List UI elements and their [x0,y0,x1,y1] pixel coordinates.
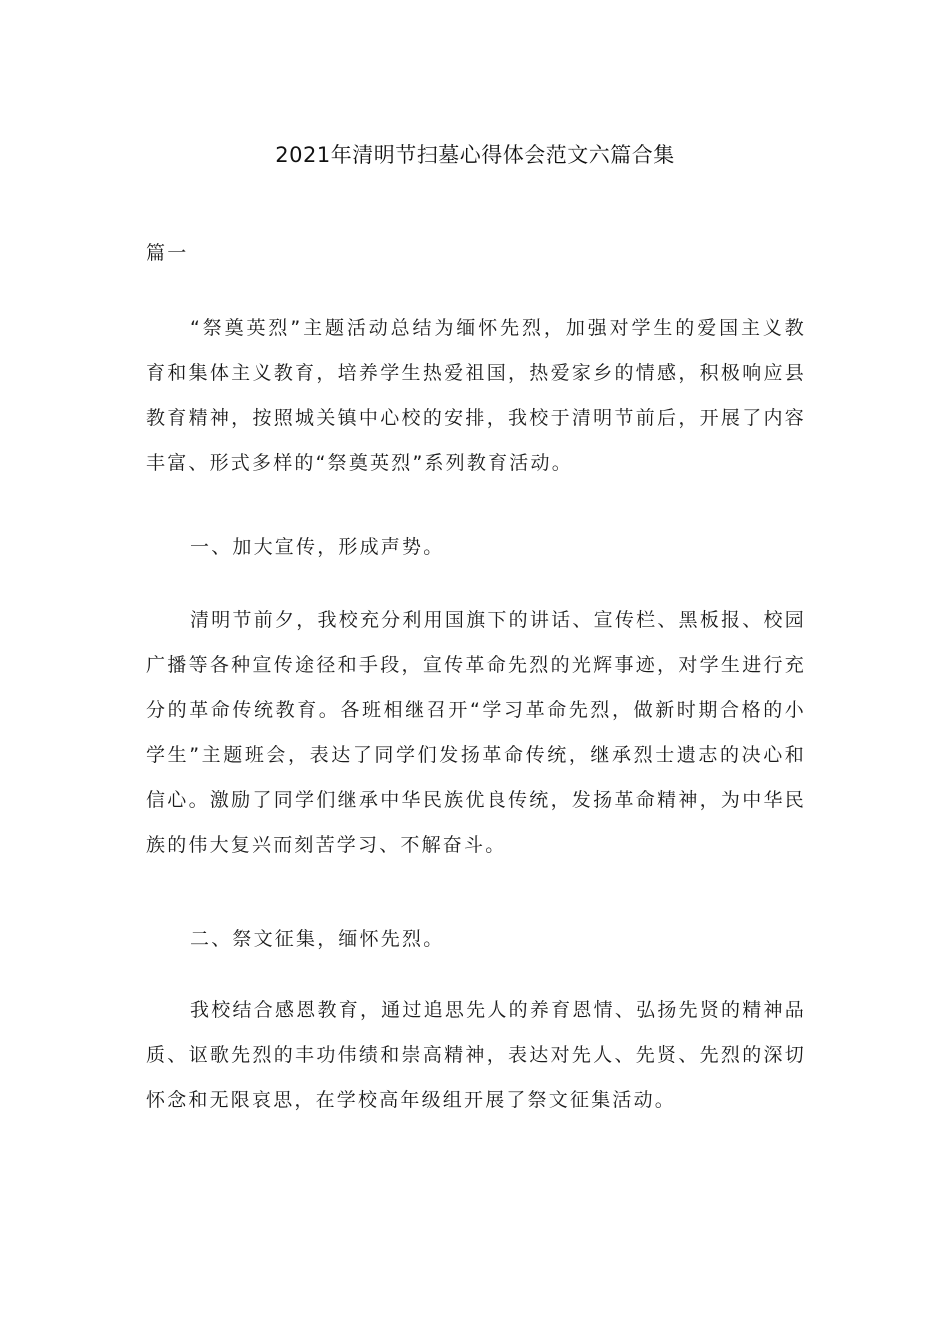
paragraph-2: 清明节前夕，我校充分利用国旗下的讲话、宣传栏、黑板报、校园广播等各种宣传途径和手段，宣传革命先烈的光辉事迹，对学生进行充分的革命传统教育。各班相继召开“学习革命先烈，做新时期合格的小学生”主题班会，表达了同学们发扬革命传统，继承烈士遗志的决心和信心。激励了同学们继承中华民族优良传统，发扬革命精神，为中华民族的伟大复兴而刻苦学习、不解奋斗。 [146,609,806,856]
heading-1: 一、加大宣传，形成声势。 [190,536,445,558]
heading-2: 二、祭文征集，缅怀先烈。 [190,928,445,950]
section-label: 篇一 [146,242,189,264]
paragraph-3: 我校结合感恩教育，通过追思先人的养育恩情、弘扬先贤的精神品质、讴歌先烈的丰功伟绩和崇高精神，表达对先人、先贤、先烈的深切怀念和无限哀思，在学校高年级组开展了祭文征集活动。 [146,999,806,1111]
document-title: 2021年清明节扫墓心得体会范文六篇合集 [275,143,675,167]
paragraph-1: “祭奠英烈”主题活动总结为缅怀先烈，加强对学生的爱国主义教育和集体主义教育，培养学生热爱祖国，热爱家乡的情感，积极响应县教育精神，按照城关镇中心校的安排，我校于清明节前后，开展了内容丰富、形式多样的“祭奠英烈”系列教育活动。 [146,317,806,474]
